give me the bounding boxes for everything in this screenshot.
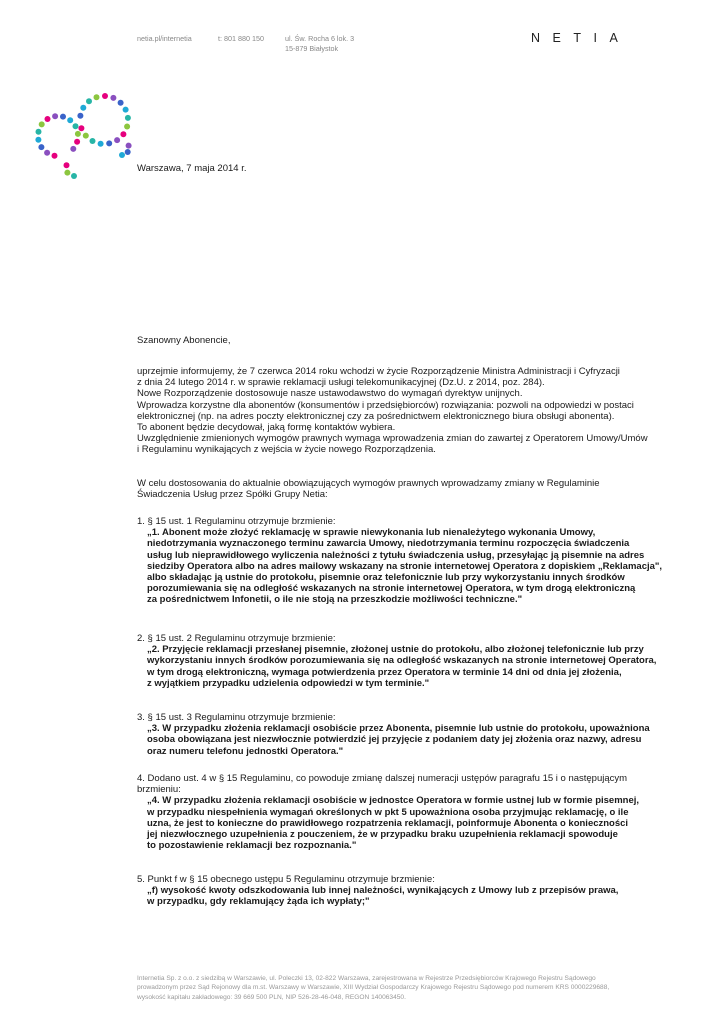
logo-dot: [119, 152, 125, 158]
footer-line: Internetia Sp. z o.o. z siedzibą w Warszawie, ul. Poleczki 13, 02-822 Warszawa, zarejestrowana w Rejestrze Przedsiębiorców Krajowego Rejestru Sądowego: [137, 975, 596, 982]
header-website[interactable]: netia.pl/internetia: [137, 34, 192, 43]
logo-dot: [118, 100, 124, 106]
netia-logo-icon: [30, 84, 142, 180]
logo-dot: [74, 139, 80, 145]
company-footer: [137, 974, 697, 1002]
amendment-quote-line: „2. Przyjęcie reklamacji przesłanej pisemnie, złożonej ustnie do protokołu, albo złożonej telefonicznie lub przy: [147, 644, 644, 656]
amendment-quote-line: siedziby Operatora albo na adres mailowy wskazany na stronie internetowej Operatora z dopiskiem „Reklamacja",: [147, 560, 663, 572]
logo-dot: [38, 144, 44, 150]
amendment-heading: 1. § 15 ust. 1 Regulaminu otrzymuje brzmienie:: [137, 516, 336, 527]
amendment-quote-line: oraz numeru telefonu jednostki Operatora.": [147, 745, 344, 757]
amendment-heading: 4. Dodano ust. 4 w § 15 Regulaminu, co powoduje zmianę dalszej numeracji ustępów paragrafu 15 i o następującym: [137, 773, 628, 784]
amendment-heading: 5. Punkt f w § 15 obecnego ustępu 5 Regulaminu otrzymuje brzmienie:: [137, 874, 435, 885]
intro-line: elektronicznej (np. na adres poczty elektronicznej czy za pośrednictwem elektronicznego biura obsługi abonenta).: [137, 410, 615, 422]
amendment-quote-line: uzna, że jest to konieczne do prawidłowego rozpatrzenia reklamacji, poinformuje Abonenta o konieczności: [147, 817, 629, 829]
logo-dot: [83, 133, 89, 139]
amendment-heading: 2. § 15 ust. 2 Regulaminu otrzymuje brzmienie:: [137, 633, 336, 644]
amendment-quote-line: „1. Abonent może złożyć reklamację w sprawie niewykonania lub nienależytego wykonania Umowy,: [147, 527, 596, 539]
amendment-quote-line: osoba obowiązana jest niezwłocznie potwierdzić jej przyjęcie z podaniem daty jej złożenia oraz nazwy, adresu: [147, 734, 642, 746]
logo-dot: [52, 113, 58, 119]
logo-dot: [64, 170, 70, 176]
changes-intro-line: W celu dostosowania do aktualnie obowiązujących wymogów prawnych wprowadzamy zmiany w Regulaminie: [137, 478, 600, 489]
logo-dot: [86, 98, 92, 104]
amendment-quote-line: wykorzystaniu innych środków porozumiewania się na odległość wskazanych na stronie internetowej Operatora,: [147, 655, 657, 667]
amendment-quote-line: usług lub nieprawidłowego wyliczenia należności z tytułu świadczenia usług, przesyłając ją pisemnie na adres: [147, 549, 645, 561]
address-line-2: 15-879 Białystok: [285, 44, 339, 53]
amendment-quote-line: w przypadku, gdy reklamujący żąda ich wypłaty;": [147, 896, 370, 908]
logo-dot: [39, 121, 45, 127]
intro-line: Nowe Rozporządzenie dostosowuje nasze ustawodawstwo do wymagań dyrektyw unijnych.: [137, 388, 523, 400]
changes-intro: [137, 478, 682, 500]
intro-line: i Regulaminu wynikających z wejścia w życie nowego Rozporządzenia.: [137, 444, 436, 456]
amendment-quote-line: „f) wysokość kwoty odszkodowania lub innej należności, wynikających z Umowy lub z przepisów prawa,: [147, 885, 619, 897]
logo-dot: [124, 124, 130, 130]
logo-dot: [110, 95, 116, 101]
logo-dot: [67, 117, 73, 123]
logo-dot: [123, 107, 129, 113]
footer-line: wysokość kapitału zakładowego: 39 669 500 PLN, NIP 526-28-46-048, REGON 140063450.: [137, 993, 406, 1001]
logo-dot: [44, 150, 50, 156]
logo-dot: [120, 131, 126, 137]
salutation: Szanowny Abonencie,: [137, 335, 231, 346]
intro-line: Uwzględnienie zmienionych wymogów prawnych wymaga wprowadzenia zmian do zawartej z Operatorem Umowy/Umów: [137, 433, 648, 445]
logo-dot: [77, 113, 83, 119]
logo-dot: [45, 116, 51, 122]
amendment-heading: 3. § 15 ust. 3 Regulaminu otrzymuje brzmienie:: [137, 712, 336, 723]
amendment-quote-line: za pośrednictwem Infonetii, o ile nie stoją na przeszkodzie możliwości techniczne.": [147, 594, 523, 606]
intro-line: To abonent będzie decydował, jaką formę kontaktów wybiera.: [137, 422, 396, 434]
amendment-4: [137, 773, 682, 851]
logo-dot: [102, 93, 108, 99]
changes-intro-line: Świadczenia Usług przez Spółki Grupy Netia:: [137, 489, 328, 501]
logo-dot: [52, 153, 58, 159]
header-phone: t: 801 880 150: [218, 34, 264, 43]
amendment-quote-line: albo składając ją ustnie do protokołu, pisemnie oraz telefonicznie lub przy wykorzystaniu innych środków: [147, 572, 625, 584]
logo-dot: [35, 137, 41, 143]
logo-dot: [90, 138, 96, 144]
amendment-quote-line: niedotrzymania wyznaczonego terminu zawarcia Umowy, niedotrzymania terminu rozpoczęcia świadczenia: [147, 538, 630, 550]
amendment-quote-line: porozumiewania się na odległość wskazanych na stronie internetowej Operatora, w tym drogą elektroniczną: [147, 583, 636, 595]
amendment-quote-line: jej niezwłocznego uzupełnienia z pouczeniem, że w przypadku braku uzupełnienia reklamacji spowoduje: [147, 829, 618, 841]
amendment-quote-line: w przypadku niespełnienia wymagań określonych w pkt 5 upoważniona osoba przyjmując reklamację, o ile: [147, 806, 629, 818]
brand-wordmark: NETIA: [531, 31, 631, 45]
amendment-quote-line: „3. W przypadku złożenia reklamacji osobiście przez Abonenta, pisemnie lub ustnie do protokołu, upoważniona: [147, 723, 650, 735]
logo-dot: [78, 125, 84, 131]
amendment-quote-line: to pozostawienie reklamacji bez rozpoznania.": [147, 840, 357, 852]
logo-dot: [98, 141, 104, 147]
amendment-quote-line: z wyjątkiem przypadku udzielenia odpowiedzi w tym terminie.": [147, 677, 430, 689]
footer-line: prowadzonym przez Sąd Rejonowy dla m.st. Warszawy w Warszawie, XIII Wydział Gospodarczy Krajowego Rejestru Sądowego pod numerem KRS 0000229688,: [137, 984, 610, 992]
header-address: [285, 34, 354, 54]
intro-line: uprzejmie informujemy, że 7 czerwca 2014 roku wchodzi w życie Rozporządzenie Ministra Administracji i Cyfryzacji: [137, 366, 620, 377]
logo-dot: [114, 137, 120, 143]
logo-dot: [70, 146, 76, 152]
letter-date: Warszawa, 7 maja 2014 r.: [137, 163, 247, 174]
amendment-1: [137, 516, 682, 606]
logo-dot: [126, 143, 132, 149]
logo-dot: [36, 129, 42, 135]
amendment-5: [137, 874, 682, 908]
intro-paragraph: [137, 366, 682, 456]
intro-line: Wprowadza korzystne dla abonentów (konsumentów i przedsiębiorców) rozwiązania: pozwoli na odpowiedzi w postaci: [137, 399, 634, 411]
logo-dot: [73, 123, 79, 129]
logo-dot: [125, 149, 131, 155]
amendment-quote-line: w tym drogą elektroniczną, wymaga potwierdzenia przez Operatora w terminie 14 dni od dnia jej złożenia,: [147, 666, 622, 678]
amendment-quote-line: „4. W przypadku złożenia reklamacji osobiście w jednostce Operatora w formie ustnej lub w formie pisemnej,: [147, 795, 640, 807]
amendment-3: [137, 712, 682, 757]
address-line-1: ul. Św. Rocha 6 lok. 3: [285, 34, 355, 43]
logo-dot: [125, 115, 131, 121]
amendment-heading: brzmieniu:: [137, 784, 181, 796]
logo-dot: [60, 114, 66, 120]
logo-dot: [71, 173, 77, 179]
logo-dot: [80, 105, 86, 111]
logo-dot: [64, 162, 70, 168]
logo-dot: [106, 140, 112, 146]
intro-line: z dnia 24 lutego 2014 r. w sprawie reklamacji usługi telekomunikacyjnej (Dz.U. z 2014, poz. 284).: [137, 377, 545, 389]
amendment-2: [137, 633, 682, 689]
logo-dot: [75, 131, 81, 137]
logo-dot: [94, 94, 100, 100]
